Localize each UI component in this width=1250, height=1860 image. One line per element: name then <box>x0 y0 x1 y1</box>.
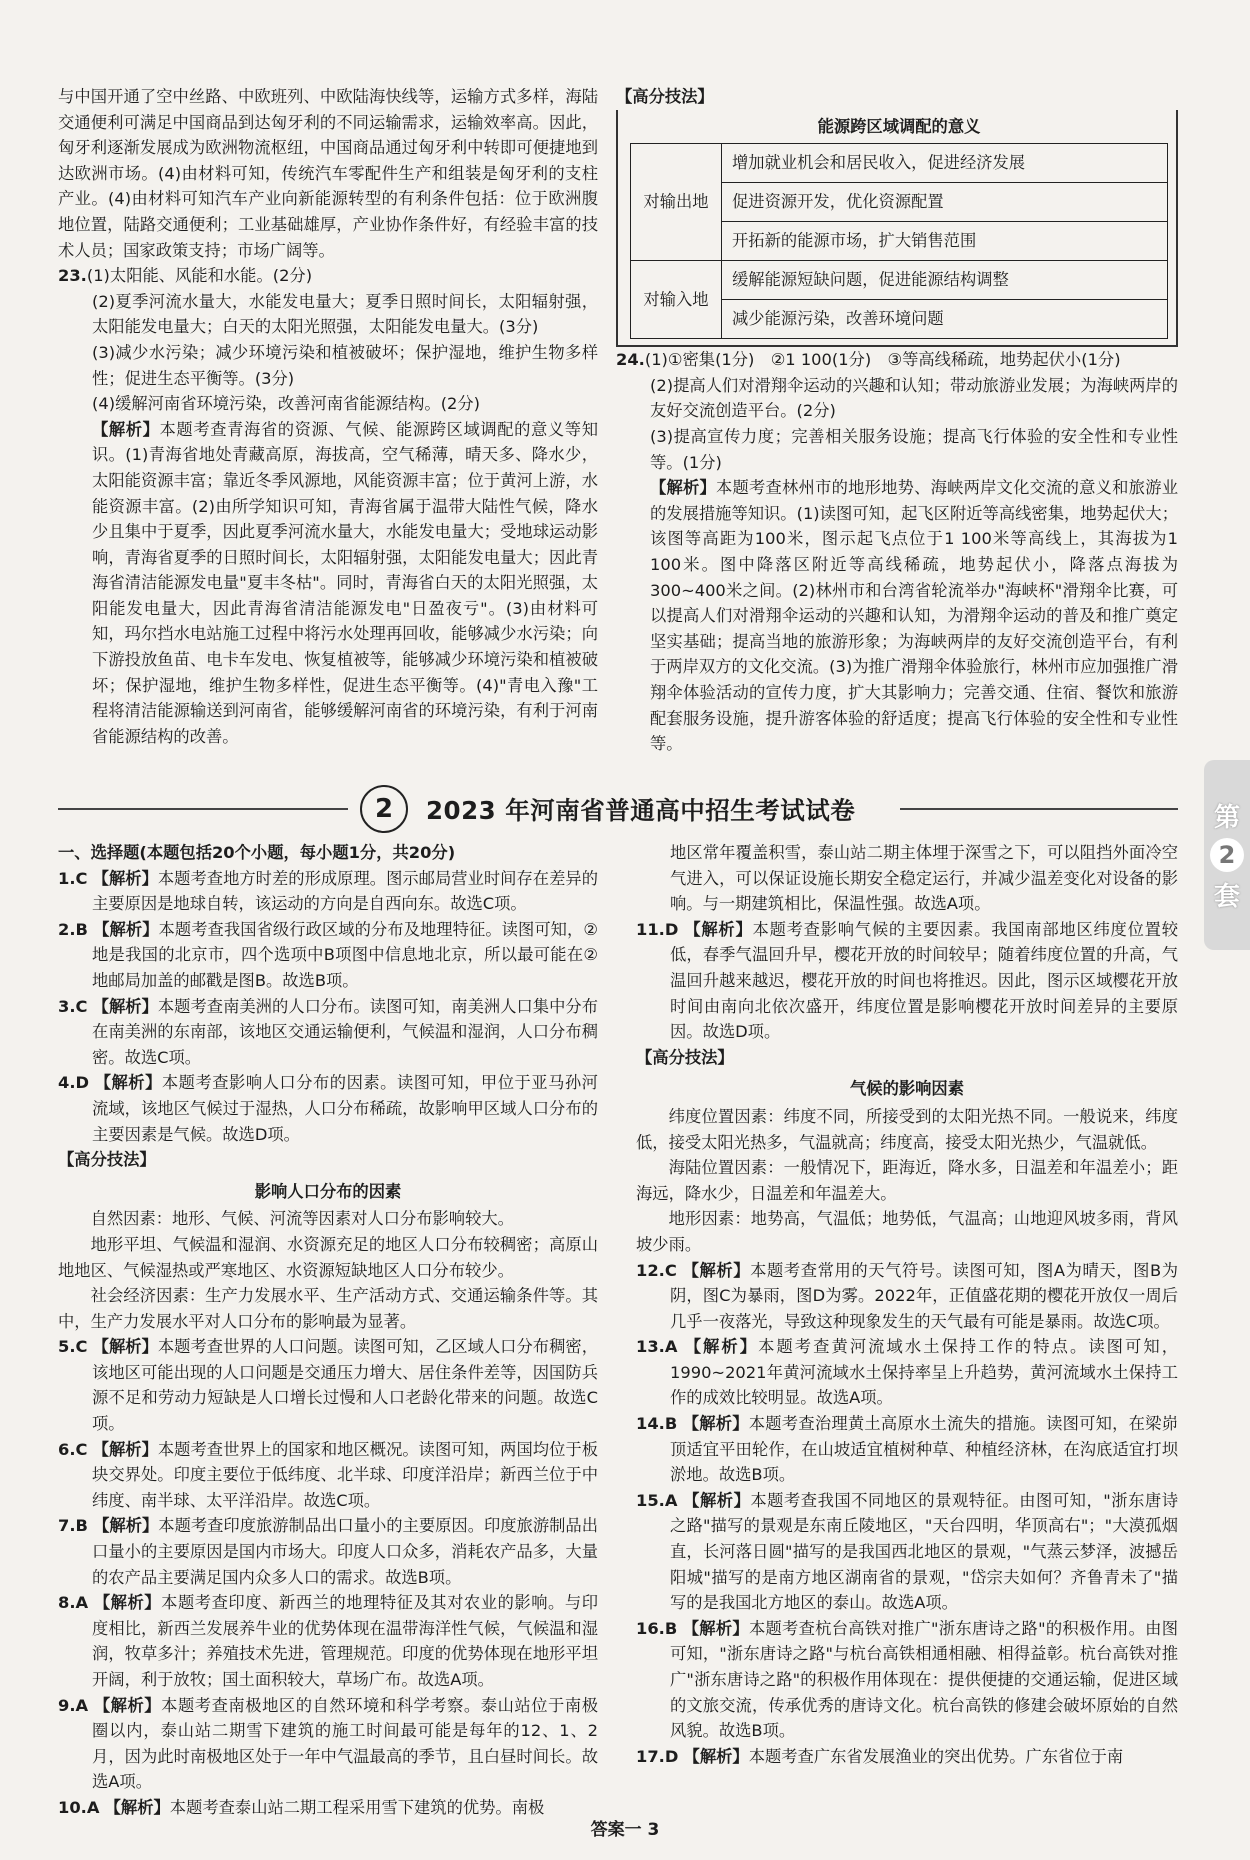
table-cell: 促进资源开发，优化资源配置 <box>722 183 1168 222</box>
table-row <box>631 144 1168 183</box>
table-cell: 增加就业机会和居民收入，促进经济发展 <box>722 144 1168 183</box>
answer-num: 15.A <box>636 1490 678 1510</box>
part-title: 一、选择题(本题包括20个小题，每小题1分，共20分) <box>58 843 456 862</box>
answer-text: 本题考查我国不同地区的景观特征。由图可知，"浙东唐诗之路"描写的景观是东南丘陵地区，"天台四明，华顶高右"；"大漠孤烟直，长河落日圆"描写的是我国西北地区的景观，"气蒸云梦泽，波撼岳阳城"描写的是南方地区湖南省的景观，"岱宗夫如何？齐鲁青未了"描写的是我国北方地区的泰山。故选A项。 <box>670 1490 1178 1613</box>
tip-label: 【高分技法】 <box>58 1150 156 1170</box>
question-23 <box>58 263 598 289</box>
tip-box <box>616 110 1178 348</box>
intro-paragraph: 与中国开通了空中丝路、中欧班列、中欧陆海快线等，运输方式多样，海陆交通便利可满足中国商品到达匈牙利的不同运输需求，运输效率高。因此，匈牙利逐渐发展成为欧洲物流枢纽，中国商品通过匈牙利中转即可便捷地到达欧洲市场。(4)由材料可知，传统汽车零配件生产和组装是匈牙利的支柱产业。(4)由材料可知汽车产业向新能源转型的有利条件包括：位于欧洲腹地位置，陆路交通便利；工业基础雄厚，产业协作条件好，有经验丰富的技术人员；国家政策支持；市场广阔等。 <box>58 87 598 260</box>
answer-num: 4.D <box>58 1073 90 1093</box>
answer-text: 本题考查南美洲的人口分布。读图可知，南美洲人口集中分布在南美洲的东南部，该地区交通运输便利，气候温和湿润，人口分布稠密。故选C项。 <box>92 996 598 1067</box>
answer-text: 本题考查地方时差的形成原理。图示邮局营业时间存在差异的主要原因是地球自转，该运动的方向是自西向东。故选C项。 <box>92 868 598 914</box>
answer-text: 本题考查世界的人口问题。读图可知，乙区域人口分布稠密，该地区可能出现的人口问题是交通压力增大、居住条件差等，因国防兵源不足和劳动力短缺是人口增长过慢和人口老龄化带来的问题。故选C项。 <box>92 1337 598 1434</box>
tip-paragraph: 海陆位置因素：一般情况下，距海近，降水多，日温差和年温差小；距海远，降水少，日温差和年温差大。 <box>636 1158 1178 1203</box>
answer-item: 1.C 【解析】本题考查地方时差的形成原理。图示邮局营业时间存在差异的主要原因是地球自转，该运动的方向是自西向东。故选C项。 <box>58 868 598 914</box>
answer-item: 12.C 【解析】本题考查常用的天气符号。读图可知，图A为晴天，图B为阴，图C为暴雨，图D为雾。2022年，正值盛花期的樱花开放仅一周后几乎一夜落光，导致这种现象发生的天气最有可能是暴雨。故选C项。 <box>636 1260 1178 1331</box>
answer-item: 11.D 【解析】本题考查影响气候的主要因素。我国南部地区纬度位置较低，春季气温回升早，樱花开放的时间较早；随着纬度位置的升高，气温回升越来越迟，樱花开放的时间也将推迟。因此，图示区域樱花开放时间由南向北依次盛开，纬度位置是影响樱花开放时间差异的主要原因。故选D项。 <box>636 919 1178 1042</box>
answer-num: 7.B <box>58 1516 88 1536</box>
answer-item: 2.B 【解析】本题考查我国省级行政区域的分布及地理特征。读图可知，②地是我国的北京市，四个选项中B项图中信息地北京，所以最可能在②地邮局加盖的邮戳是图B。故选B项。 <box>58 919 598 990</box>
analysis-text: 本题考查青海省的资源、气候、能源跨区域调配的意义等知识。(1)青海省地处青藏高原，海拔高，空气稀薄，晴天多、降水少，太阳能资源丰富；靠近冬季风源地，风能资源丰富；位于黄河上游，水能资源丰富。(2)由所学知识可知，青海省属于温带大陆性气候，降水少且集中于夏季，因此夏季河流水量大，水能发电量大；受地球运动影响，青海省夏季的日照时间长，太阳辐射强，太阳能发电量大；因此青海省清洁能源发电量"夏丰冬枯"。同时，青海省白天的太阳光照强，太阳能发电量大，因此青海省清洁能源发电"日盈夜亏"。(3)由材料可知，玛尔挡水电站施工过程中将污水处理再回收，能够减少水污染；向下游投放鱼苗、电卡车发电、恢复植被等，能够减少环境污染和植被破坏；保护湿地，维护生物多样性，促进生态平衡等。(4)"青电入豫"工程将清洁能源输送到河南省，能够缓解河南省的环境污染，有利于河南省能源结构的改善。 <box>92 419 598 746</box>
answer-num: 5.C <box>58 1337 88 1357</box>
answer-23-2: (2)夏季河流水量大，水能发电量大；夏季日照时间长，太阳辐射强，太阳能发电量大；白天的太阳光照强，太阳能发电量大。(3分) <box>92 291 598 337</box>
answer-num: 16.B <box>636 1618 678 1638</box>
answer-num: 6.C <box>58 1439 88 1459</box>
answer-text: 本题考查影响人口分布的因素。读图可知，甲位于亚马孙河流域，该地区气候过于湿热，人口分布稀疏，故影响甲区域人口分布的主要因素是气候。故选D项。 <box>92 1073 598 1144</box>
answer-23-1: (1)太阳能、风能和水能。(2分) <box>86 266 313 286</box>
answer-text: 本题考查印度、新西兰的地理特征及其对农业的影响。与印度相比，新西兰发展养牛业的优势体现在温带海洋性气候，气候温和湿润，牧草多汁；养殖技术先进，管理规范。印度的优势体现在地形平坦开阔，利于放牧；国土面积较大，草场广布。故选A项。 <box>92 1593 598 1689</box>
answer-num: 1.C <box>58 868 88 888</box>
section-header <box>360 786 890 832</box>
answer-item: 17.D 【解析】本题考查广东省发展渔业的突出优势。广东省位于南 <box>636 1746 1124 1766</box>
answer-text: 本题考查杭台高铁对推广"浙东唐诗之路"的积极作用。由图可知，"浙东唐诗之路"与杭台高铁相通相融、相得益彰。杭台高铁对推广"浙东唐诗之路"的积极作用体现在：提供便捷的交通运输，促进区域的文旅交流，传承优秀的唐诗文化。杭台高铁的修建会破坏原始的自然风貌。故选B项。 <box>670 1618 1178 1741</box>
divider <box>58 808 348 810</box>
tip-title: 影响人口分布的因素 <box>254 1181 402 1201</box>
answer-24-2: (2)提高人们对滑翔伞运动的兴趣和认知；带动旅游业发展；为海峡两岸的友好交流创造平台。(2分) <box>650 375 1178 421</box>
answer-num: 9.A <box>58 1695 89 1715</box>
tip-paragraph: 自然因素：地形、气候、河流等因素对人口分布影响较大。 <box>90 1209 514 1229</box>
tip-label: 【高分技法】 <box>636 1047 734 1067</box>
answer-text: 本题考查南极地区的自然环境和科学考察。泰山站位于南极圈以内，泰山站二期雪下建筑的施工时间最可能是每年的12、1、2月，因为此时南极地区处于一年中气温最高的季节，且白昼时间长。故选A项。 <box>92 1695 598 1792</box>
answer-num: 8.A <box>58 1593 89 1613</box>
answer-text: 本题考查泰山站二期工程采用雪下建筑的优势。南极 <box>169 1797 545 1817</box>
continued-text: 地区常年覆盖积雪，泰山站二期主体埋于深雪之下，可以阻挡外面冷空气进入，可以保证设施长期安全稳定运行，并减少温差变化对设备的影响。与一期建筑相比，保温性强。故选A项。 <box>670 843 1178 914</box>
answer-item: 14.B 【解析】本题考查治理黄土高原水土流失的措施。读图可知，在梁峁顶适宜平田轮作，在山坡适宜植树种草、种植经济林，在沟底适宜打坝淤地。故选B项。 <box>636 1414 1178 1485</box>
answer-23-3: (3)减少水污染；减少环境污染和植被破坏；保护湿地，维护生物多样性；促进生态平衡等。(3分) <box>92 342 598 388</box>
answer-item: 5.C 【解析】本题考查世界的人口问题。读图可知，乙区域人口分布稠密，该地区可能出现的人口问题是交通压力增大、居住条件差等，因国防兵源不足和劳动力短缺是人口增长过慢和人口老龄化带来的问题。故选C项。 <box>58 1337 598 1434</box>
bottom-left-column <box>58 840 598 1821</box>
answer-text: 本题考查治理黄土高原水土流失的措施。读图可知，在梁峁顶适宜平田轮作，在山坡适宜植树种草、种植经济林，在沟底适宜打坝淤地。故选B项。 <box>670 1414 1178 1485</box>
tip-paragraph: 地形平坦、气候温和湿润、水资源充足的地区人口分布较稠密；高原山地地区、气候湿热或严寒地区、水资源短缺地区人口分布较少。 <box>58 1234 598 1280</box>
tip-paragraph: 纬度位置因素：纬度不同，所接受到的太阳光热不同。一般说来，纬度低，接受太阳光热多，气温就高；纬度高，接受太阳光热少，气温就低。 <box>636 1106 1178 1152</box>
answer-num: 12.C <box>636 1260 677 1280</box>
answer-24-3: (3)提高宣传力度；完善相关服务设施；提高飞行体验的安全性和专业性等。(1分) <box>650 426 1178 472</box>
answer-text: 本题考查我国省级行政区域的分布及地理特征。读图可知，②地是我国的北京市，四个选项中B项图中信息地北京，所以最可能在②地邮局加盖的邮戳是图B。故选B项。 <box>92 919 598 990</box>
answer-24-1: (1)①密集(1分) ②1 100(1分) ③等高线稀疏，地势起伏小(1分) <box>644 350 1121 370</box>
answer-item: 8.A 【解析】本题考查印度、新西兰的地理特征及其对农业的影响。与印度相比，新西兰发展养牛业的优势体现在温带海洋性气候，气候温和湿润，牧草多汁；养殖技术先进，管理规范。印度的优势体现在地形平坦开阔，利于放牧；国土面积较大，草场广布。故选A项。 <box>58 1593 598 1689</box>
side-tab-pre: 第 <box>1213 803 1240 833</box>
answer-num: 13.A <box>636 1337 678 1357</box>
tip-paragraph: 地形因素：地势高，气温低；地势低，气温高；山地迎风坡多雨，背风坡少雨。 <box>636 1209 1178 1254</box>
answer-item: 4.D 【解析】本题考查影响人口分布的因素。读图可知，甲位于亚马孙河流域，该地区气候过于湿热，人口分布稀疏，故影响甲区域人口分布的主要因素是气候。故选D项。 <box>58 1073 598 1144</box>
answer-item: 6.C 【解析】本题考查世界上的国家和地区概况。读图可知，两国均位于板块交界处。印度主要位于低纬度、北半球、印度洋沿岸；新西兰位于中纬度、南半球、太平洋沿岸。故选C项。 <box>58 1439 598 1510</box>
table-row <box>631 261 1168 300</box>
group-cell: 对输入地 <box>631 261 722 339</box>
table-cell: 缓解能源短缺问题，促进能源结构调整 <box>722 261 1168 300</box>
energy-table <box>630 143 1168 339</box>
top-right-column <box>616 84 1178 757</box>
analysis-text: 本题考查林州市的地形地势、海峡两岸文化交流的意义和旅游业的发展措施等知识。(1)读图可知，起飞区附近等高线密集，地势起伏大；该图等高距为100米，图示起飞点位于1 100米等高线上，其海拔为1 100米。图中降落区附近等高线稀疏，地势起伏小，降落点海拔为300~400米之间。(2)林州市和台湾省轮流举办"海峡杯"滑翔伞比赛，可以提高人们对滑翔伞运动的兴趣和认知，为滑翔伞运动的普及和推广奠定坚实基础；提高当地的旅游形象；为海峡两岸的友好交流创造平台，有利于两岸双方的文化交流。(3)为推广滑翔伞体验旅行，林州市应加强推广滑翔伞体验活动的宣传力度，扩大其影响力；完善交通、住宿、餐饮和旅游配套服务设施，提升游客体验的舒适度；提高飞行体验的安全性和专业性等。 <box>650 478 1178 754</box>
tip-box-title: 能源跨区域调配的意义 <box>817 116 981 136</box>
table-cell: 减少能源污染，改善环境问题 <box>722 300 1168 339</box>
bottom-right-column <box>636 840 1178 1769</box>
answer-num: 14.B <box>636 1414 678 1434</box>
page-footer: 答案一 3 <box>590 1820 660 1840</box>
question-number: 23. <box>58 266 87 286</box>
answer-num: 2.B <box>58 919 88 939</box>
answer-item: 7.B 【解析】本题考查印度旅游制品出口量小的主要原因。印度旅游制品出口量小的主要原因是国内市场大。印度人口众多，消耗农产品多，大量的农产品主要满足国内众多人口的需求。故选B项。 <box>58 1516 598 1587</box>
analysis-24 <box>616 475 1178 757</box>
top-left-column <box>58 84 598 749</box>
analysis-tag: 【解析】 <box>92 419 160 439</box>
answer-item: 15.A 【解析】本题考查我国不同地区的景观特征。由图可知，"浙东唐诗之路"描写的景观是东南丘陵地区，"天台四明，华顶高右"；"大漠孤烟直，长河落日圆"描写的是我国西北地区的景观，"气蒸云梦泽，波撼岳阳城"描写的是南方地区湖南省的景观，"岱宗夫如何？齐鲁青未了"描写的是我国北方地区的泰山。故选A项。 <box>636 1490 1178 1613</box>
answer-num: 10.A <box>58 1797 100 1817</box>
answer-text: 本题考查常用的天气符号。读图可知，图A为晴天，图B为阴，图C为暴雨，图D为雾。2022年，正值盛花期的樱花开放仅一周后几乎一夜落光，导致这种现象发生的天气最有可能是暴雨。故选C项。 <box>670 1260 1178 1331</box>
side-tab <box>1204 760 1250 950</box>
table-cell: 开拓新的能源市场，扩大销售范围 <box>722 222 1168 261</box>
answer-text: 本题考查黄河流域水土保持工作的特点。读图可知，1990~2021年黄河流域水土保持率呈上升趋势，黄河流域水土保持工作的成效比较明显。故选A项。 <box>670 1337 1178 1408</box>
answer-num: 3.C <box>58 996 88 1016</box>
tip-paragraph: 社会经济因素：生产力发展水平、生产活动方式、交通运输条件等。其中，生产力发展水平对人口分布的影响最为显著。 <box>58 1286 598 1331</box>
answer-text: 本题考查影响气候的主要因素。我国南部地区纬度位置较低，春季气温回升早，樱花开放的时间较早；随着纬度位置的升高，气温回升越来越迟，樱花开放的时间也将推迟。因此，图示区域樱花开放时间由南向北依次盛开，纬度位置是影响樱花开放时间差异的主要原因。故选D项。 <box>670 919 1178 1042</box>
answer-text: 本题考查广东省发展渔业的突出优势。广东省位于南 <box>748 1746 1124 1766</box>
side-tab-num: 2 <box>1210 838 1244 872</box>
answer-item: 9.A 【解析】本题考查南极地区的自然环境和科学考察。泰山站位于南极圈以内，泰山站二期雪下建筑的施工时间最可能是每年的12、1、2月，因为此时南极地区处于一年中气温最高的季节，且白昼时间长。故选A项。 <box>58 1695 598 1792</box>
answer-text: 本题考查世界上的国家和地区概况。读图可知，两国均位于板块交界处。印度主要位于低纬度、北半球、印度洋沿岸；新西兰位于中纬度、南半球、太平洋沿岸。故选C项。 <box>92 1439 598 1510</box>
answer-23-4: (4)缓解河南省环境污染，改善河南省能源结构。(2分) <box>92 394 481 414</box>
answer-item: 16.B 【解析】本题考查杭台高铁对推广"浙东唐诗之路"的积极作用。由图可知，"浙东唐诗之路"与杭台高铁相通相融、相得益彰。杭台高铁对推广"浙东唐诗之路"的积极作用体现在：提供便捷的交通运输，促进区域的文旅交流，传承优秀的唐诗文化。杭台高铁的修建会破坏原始的自然风貌。故选B项。 <box>636 1618 1178 1741</box>
divider <box>900 808 1178 810</box>
analysis-23 <box>58 417 598 750</box>
question-24 <box>616 347 1178 373</box>
answer-item: 13.A 【解析】本题考查黄河流域水土保持工作的特点。读图可知，1990~2021年黄河流域水土保持率呈上升趋势，黄河流域水土保持工作的成效比较明显。故选A项。 <box>636 1337 1178 1408</box>
answer-text: 本题考查印度旅游制品出口量小的主要原因。印度旅游制品出口量小的主要原因是国内市场大。印度人口众多，消耗农产品多，大量的农产品主要满足国内众多人口的需求。故选B项。 <box>92 1516 598 1587</box>
tip-title: 气候的影响因素 <box>850 1079 964 1099</box>
tip-label: 【高分技法】 <box>616 87 714 106</box>
answer-num: 11.D <box>636 919 679 939</box>
answer-item: 3.C 【解析】本题考查南美洲的人口分布。读图可知，南美洲人口集中分布在南美洲的东南部，该地区交通运输便利，气候温和湿润，人口分布稠密。故选C项。 <box>58 996 598 1067</box>
question-number: 24. <box>616 350 645 370</box>
answer-item: 10.A 【解析】本题考查泰山站二期工程采用雪下建筑的优势。南极 <box>58 1797 545 1817</box>
section-number: 2 <box>360 785 408 833</box>
analysis-tag: 【解析】 <box>650 478 717 498</box>
side-tab-post: 套 <box>1213 882 1240 912</box>
answer-num: 17.D <box>636 1746 679 1766</box>
section-title: 2023 年河南省普通高中招生考试试卷 <box>426 795 856 825</box>
group-cell: 对输出地 <box>631 144 722 261</box>
